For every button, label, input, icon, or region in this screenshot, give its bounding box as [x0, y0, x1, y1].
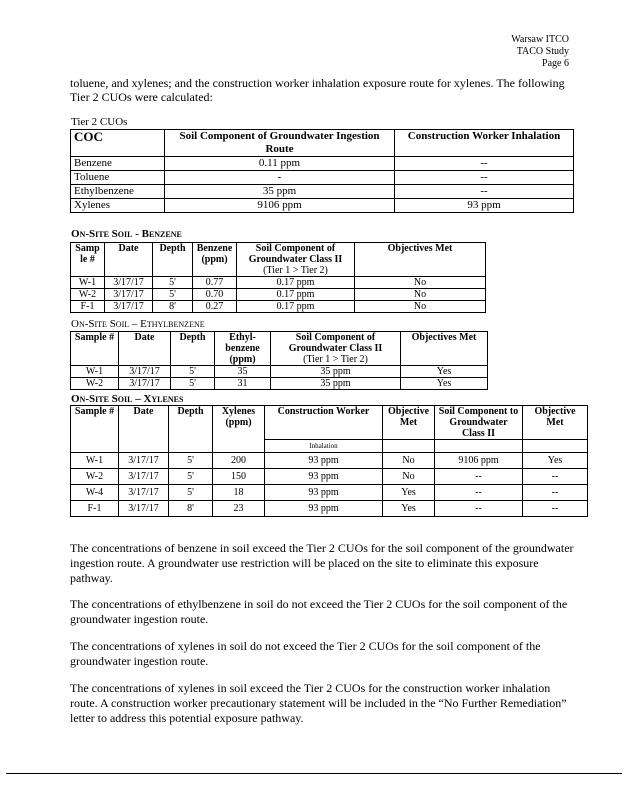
table-row — [71, 485, 588, 501]
table-cell: No — [383, 469, 435, 485]
table-cell: W-1 — [71, 366, 119, 378]
table-cell: 3/17/17 — [119, 501, 169, 517]
xylenes-inhalation-paragraph: The concentrations of xylenes in soil exceed the Tier 2 CUOs for the construction worker inhalation route. A construction worker precautionary statement will be included in the “No Further Remediation” letter to address this potential exposure pathway. — [70, 681, 567, 725]
page-header — [511, 34, 569, 70]
table-cell: W-1 — [71, 277, 105, 289]
table-cell: -- — [435, 501, 523, 517]
table-row — [71, 378, 488, 390]
page-footer-rule — [6, 773, 622, 774]
table-cell: 0.17 ppm — [237, 301, 355, 313]
table-header-row — [71, 243, 486, 277]
table-cell: 0.17 ppm — [237, 289, 355, 301]
table-cell: 35 ppm — [271, 366, 401, 378]
table-cell: -- — [523, 469, 588, 485]
table-cell: 35 ppm — [271, 378, 401, 390]
table-cell: W-2 — [71, 378, 119, 390]
column-header: Depth — [153, 243, 193, 277]
table-cell: 35 — [215, 366, 271, 378]
table-cell: Ethylbenzene — [71, 185, 165, 199]
table-cell: -- — [395, 171, 574, 185]
table-cell: 0.11 ppm — [165, 157, 395, 171]
xylenes-caption: On-Site Soil – Xylenes — [71, 393, 184, 405]
table-cell: 35 ppm — [165, 185, 395, 199]
table-cell: 5' — [169, 469, 213, 485]
table-cell: 5' — [169, 485, 213, 501]
column-header: Depth — [171, 332, 215, 366]
table-cell: 200 — [213, 453, 265, 469]
table-cell: 3/17/17 — [105, 289, 153, 301]
column-header: Construction Worker Inhalation — [395, 130, 574, 157]
table-cell: 0.27 — [193, 301, 237, 313]
table-cell: - — [165, 171, 395, 185]
table-cell: W-2 — [71, 469, 119, 485]
inhalation-subheader: Inhalation — [265, 440, 383, 453]
column-header-label: Soil Component of Groundwater Class II — [288, 332, 383, 354]
table-cell — [435, 440, 523, 453]
column-header: Soil Component of Groundwater Ingestion Route — [165, 130, 395, 157]
table-cell: -- — [435, 485, 523, 501]
ethylbenzene-caption: On-Site Soil – Ethylbenzene — [71, 318, 205, 330]
table-cell: 5' — [153, 289, 193, 301]
table-row — [71, 171, 574, 185]
table-row — [71, 453, 588, 469]
table-cell: F-1 — [71, 501, 119, 517]
table-cell: W-1 — [71, 453, 119, 469]
table-cell: W-2 — [71, 289, 105, 301]
table-cell: 9106 ppm — [165, 199, 395, 213]
table-cell: -- — [523, 501, 588, 517]
table-cell: 23 — [213, 501, 265, 517]
table-cell: 5' — [171, 378, 215, 390]
table-cell: No — [355, 301, 486, 313]
header-line-3: Page 6 — [542, 58, 569, 69]
table-cell: F-1 — [71, 301, 105, 313]
table-row — [71, 301, 486, 313]
table-cell: -- — [435, 469, 523, 485]
benzene-paragraph: The concentrations of benzene in soil exceed the Tier 2 CUOs for the soil component of the groundwater ingestion route. A groundwater use restriction will be placed on the site to eliminate this exposure pathway. — [70, 541, 574, 585]
table-cell: No — [355, 277, 486, 289]
table-cell: 0.77 — [193, 277, 237, 289]
ethylbenzene-paragraph: The concentrations of ethylbenzene in soil do not exceed the Tier 2 CUOs for the soil component of the groundwater ingestion route. — [70, 597, 568, 626]
xylenes-table — [70, 405, 588, 517]
table-cell: 0.17 ppm — [237, 277, 355, 289]
table-cell: 150 — [213, 469, 265, 485]
table-cell: 3/17/17 — [119, 469, 169, 485]
table-cell: 5' — [153, 277, 193, 289]
table-cell: Yes — [401, 366, 488, 378]
table-cell: 3/17/17 — [119, 366, 171, 378]
table-cell: 3/17/17 — [105, 301, 153, 313]
column-header: Benzene (ppm) — [193, 243, 237, 277]
table-cell: -- — [523, 485, 588, 501]
table-cell: 3/17/17 — [119, 485, 169, 501]
intro-paragraph: toluene, and xylenes; and the construction worker inhalation exposure route for xylenes. The following Tier 2 CUOs were calculated: — [70, 76, 565, 104]
table-cell: Xylenes — [71, 199, 165, 213]
table-cell: 8' — [153, 301, 193, 313]
tier2-table — [70, 129, 574, 213]
column-header: Depth — [169, 406, 213, 453]
header-line-1: Warsaw ITCO — [511, 34, 569, 45]
table-cell: Yes — [401, 378, 488, 390]
column-header: Date — [119, 406, 169, 453]
column-header: COC — [71, 130, 165, 157]
column-header — [237, 243, 355, 277]
table-cell: 3/17/17 — [105, 277, 153, 289]
table-row — [71, 366, 488, 378]
table-cell: Benzene — [71, 157, 165, 171]
xylenes-groundwater-paragraph: The concentrations of xylenes in soil do not exceed the Tier 2 CUOs for the soil component of the groundwater ingestion route. — [70, 639, 541, 668]
table-cell: 9106 ppm — [435, 453, 523, 469]
column-header — [271, 332, 401, 366]
table-row — [71, 277, 486, 289]
table-cell — [383, 440, 435, 453]
table-cell: No — [383, 453, 435, 469]
table-cell: W-4 — [71, 485, 119, 501]
column-header-label: Soil Component of Groundwater Class II — [248, 243, 343, 265]
table-row — [71, 289, 486, 301]
ethylbenzene-table — [70, 331, 488, 390]
table-cell: 0.70 — [193, 289, 237, 301]
table-cell: 3/17/17 — [119, 378, 171, 390]
table-cell: Yes — [383, 485, 435, 501]
table-cell: 93 ppm — [265, 485, 383, 501]
table-cell: 31 — [215, 378, 271, 390]
column-header: Date — [119, 332, 171, 366]
table-header-row — [71, 406, 588, 440]
table-cell: 93 ppm — [265, 469, 383, 485]
column-header: Objectives Met — [355, 243, 486, 277]
table-row — [71, 185, 574, 199]
table-cell: 93 ppm — [265, 453, 383, 469]
table-cell: 5' — [169, 453, 213, 469]
column-header: Soil Component to Groundwater Class II — [435, 406, 523, 440]
column-header: Sample # — [71, 406, 119, 453]
table-row — [71, 199, 574, 213]
table-header-row — [71, 332, 488, 366]
column-header: Construction Worker — [265, 406, 383, 440]
table-cell: 8' — [169, 501, 213, 517]
table-cell: 3/17/17 — [119, 453, 169, 469]
benzene-table — [70, 242, 486, 313]
table-row — [71, 501, 588, 517]
table-cell: 93 ppm — [265, 501, 383, 517]
table-row — [71, 157, 574, 171]
table-row — [71, 469, 588, 485]
column-header: Objectives Met — [401, 332, 488, 366]
header-line-2: TACO Study — [516, 46, 569, 57]
column-header: Xylenes (ppm) — [213, 406, 265, 453]
table-cell: Yes — [383, 501, 435, 517]
column-header: Sample # — [71, 332, 119, 366]
tier-note: (Tier 1 > Tier 2) — [303, 354, 368, 365]
table-cell: -- — [395, 157, 574, 171]
tier-note: (Tier 1 > Tier 2) — [263, 265, 328, 276]
table-cell: 18 — [213, 485, 265, 501]
table-cell — [523, 440, 588, 453]
table-cell: No — [355, 289, 486, 301]
table-header-row — [71, 130, 574, 157]
table-cell: 5' — [171, 366, 215, 378]
benzene-caption: On-Site Soil - Benzene — [71, 228, 182, 240]
tier2-caption: Tier 2 CUOs — [71, 116, 128, 128]
table-cell: 93 ppm — [395, 199, 574, 213]
column-header: Samp le # — [71, 243, 105, 277]
table-cell: -- — [395, 185, 574, 199]
column-header: Ethyl-benzene (ppm) — [215, 332, 271, 366]
table-cell: Toluene — [71, 171, 165, 185]
column-header: Objective Met — [383, 406, 435, 440]
column-header: Objective Met — [523, 406, 588, 440]
column-header: Date — [105, 243, 153, 277]
table-cell: Yes — [523, 453, 588, 469]
